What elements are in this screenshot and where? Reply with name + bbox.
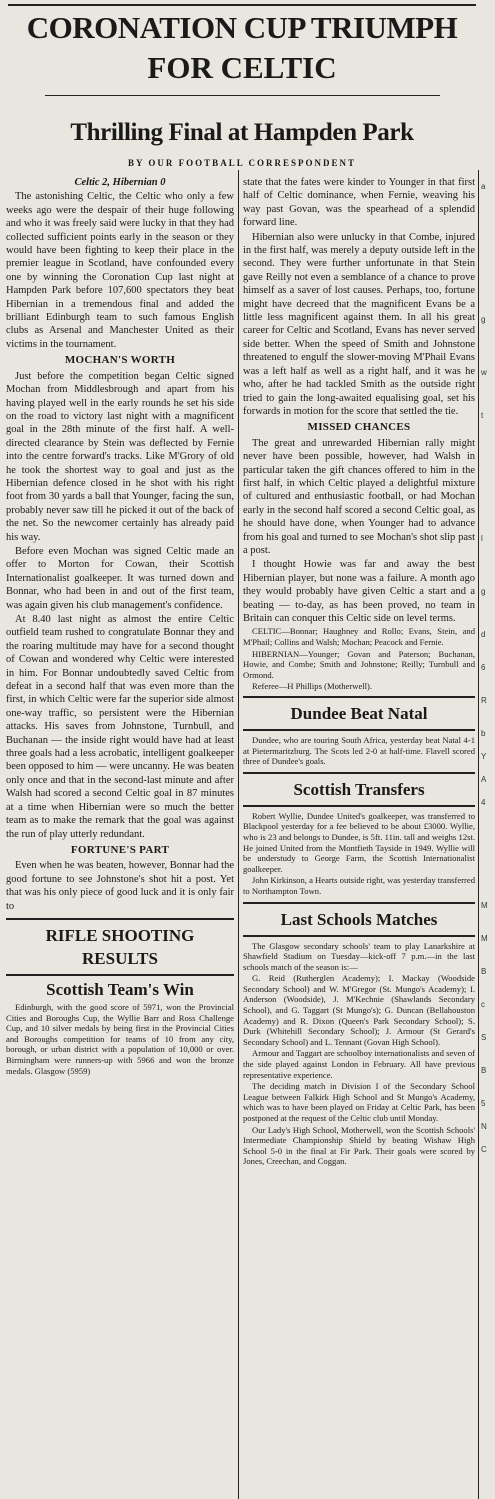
teams-celtic: CELTIC—Bonnar; Haughney and Rollo; Evans, Stein, and M'Phail; Collins and Walsh; Mochan; Peacock and Fernie.	[243, 626, 475, 647]
story-paragraph: The astonishing Celtic, the Celtic who only a few weeks ago were the despair of their huge following and who it was freely said were lucky in that they had collected sufficient points early in the season or they would have been fighting to keep their place in the premier league in Scotland, have confounded every one by winning the Coronation Cup last night at Hampden Park before 107,600 spectators they beat Hibernian in a tremendous final and added the brilliant Edinburgh team to such famous English clubs as Arsenal and Manchester United as their victims in the tournament.	[6, 191, 234, 350]
edge-fragment: M	[481, 901, 488, 910]
story-paragraph: The great and unrewarded Hibernian rally might never have been possible, however, had Walsh in particular taken the gift chances offered to him in the first half, in which Celtic played a delightful mixture of cultured and enthusiastic football, or had Mochan early in the second half scored a second Celtic goal, as he should have done, when Younger had to advance from his goal and turned to see Mochan's shot slip past a post.	[243, 437, 475, 556]
edge-fragment: R	[481, 696, 487, 705]
schools-story: The Glasgow secondary schools' team to play Lanarkshire at Shawfield Stadium on Tuesday—kick-off 7 p.m.—in the last schools match of the season is:—	[243, 940, 475, 972]
edge-fragment: w	[481, 368, 487, 377]
edge-fragment: B	[481, 967, 487, 976]
subhead-fortunes-part: FORTUNE'S PART	[70, 843, 170, 856]
right-column	[243, 176, 475, 1499]
schools-story: G. Reid (Rutherglen Academy); I. Mackay (Woodside Secondary School) and W. M'Gregor (St. Mungo's Academy); I. Anderson (Woodside), J. M'Kechnie (Shawlands Secondary School), and G. Taggart (St Mungo's); G. Duncan (Bellahouston Academy) and R. Dixon (Queen's Park Secondary School); S. Durk (Whitehill Secondary School); J. Armour (St Gerard's Secondary School) and L. Tennant (Govan High School).	[243, 973, 475, 1047]
transfers-story: John Kirkinson, a Hearts outside right, was yesterday transferred to Northampton Town.	[243, 875, 475, 896]
right-edge-rule	[478, 170, 479, 1499]
story-paragraph: I thought Howie was far and away the best Hibernian player, but none was a failure. A month ago they would probably have given Celtic a start and a beating — to-day, as has been proved, no team in Britain can conquer this Celtic side on level terms.	[243, 559, 475, 624]
transfers-story: Robert Wyllie, Dundee United's goalkeeper, was transferred to Blackpool yesterday for a fee believed to be about £3000. Wyllie, who is 23 and belongs to Dundee, is 5ft. 11in. tall and weighs 12st. He joined United from the Montfieth Tayside in 1949. Wyllie will be understudy to George Farm, the Scottish Internationalist goalkeeper.	[243, 810, 475, 874]
headline-line-2: FOR CELTIC	[147, 50, 337, 85]
story-paragraph: Hibernian also were unlucky in that Combe, injured in the first half, was merely a deputy outside left in the second. They were further unfortunate in that Stein gave Reilly not even a semblance of a chance to prove himself as a saver of lost causes. Perhaps, too, fortune might have decreed that the magnificent Evans be a little less magnificent against them. In all his great career for Celtic and Scotland, Evans has never served side better. When the speed of Smith and Johnstone threatened to engulf the slower-moving M'Phail Evans was a left half as well as a right half, and it was he who, after he had tackled Smith as the outside right tried to gain the long-awaited equalising goal, set his forwards in motion for the score that settled the tie.	[243, 231, 475, 417]
adjacent-column-fragments	[481, 0, 495, 1499]
teams-hibernian: HIBERNIAN—Younger; Govan and Paterson; Buchanan, Howie, and Combe; Smith and Johnstone; Reilly; Turnbull and Ormond.	[243, 648, 475, 680]
schools-story: Armour and Taggart are schoolboy internationalists and seven of the side played against London in February. All have previous representative experience.	[243, 1048, 475, 1080]
natal-box	[243, 696, 475, 731]
headline-rule	[45, 95, 440, 96]
edge-fragment: g	[481, 587, 486, 596]
column-divider	[238, 170, 239, 1499]
left-column	[6, 176, 234, 1499]
edge-fragment: 6	[481, 663, 486, 672]
story-paragraph: At 8.40 last night as almost the entire Celtic outfield team rushed to congratulate Bonnar they and the roaring multitude may have for a second thought of Cowan and wondered why Celtic were interested in him. For Bonnar undoubtedly saved Celtic from defeat in a second half that was even more than the first, in which Celtic were far the superior side almost one-way traffic, so persistent were the Hibernian attacks. His saves from Johnstone, Turnbull, and Buchanan — the inside right would have had at least three goals had a less acrobatic, intelligent goalkeeper been opposed to him — were uncanny. He was beaten only once and that in the second-last minute and after Walsh had scored a second Celtic goal in 87 minutes at a time when Hibernian were so much the better team as to make the remark that the goal was against the run of play utterly redundant.	[6, 614, 234, 840]
edge-fragment: l	[481, 534, 483, 543]
schools-title: Last Schools Matches	[280, 909, 438, 929]
story-paragraph: state that the fates were kinder to Younger in that first half of Celtic dominance, when Fernie, weaving his way past Govan, was the spearhead of a splendid forward line.	[243, 177, 475, 229]
transfers-title: Scottish Transfers	[293, 779, 425, 799]
edge-fragment: d	[481, 630, 486, 639]
story-paragraph: Before even Mochan was signed Celtic made an offer to Morton for Cowan, their Scottish Internationalist goalkeeper. It was turned down and Bonnar, who had been in and out of the first team, was again given his club management's confidence.	[6, 545, 234, 611]
edge-fragment: S	[481, 1033, 487, 1042]
rifle-subtitle: Scottish Team's Win	[46, 979, 194, 999]
rifle-shooting-box	[6, 918, 234, 976]
schools-box	[243, 902, 475, 937]
rifle-story: Edinburgh, with the good score of 5971, won the Provincial Cities and Boroughs Cup, the Wyllie Barr and Ross Challenge Cup, and 10 silver medals by being first in the Provincial Cities and Boroughs competition for teams of 10 from any city, borough, or urban district with a population of 10,000 or over. Birmingham were runners-up with 5966 and won the bronze medals. Glasgow (5959)	[6, 1001, 234, 1076]
story-paragraph: Just before the competition began Celtic signed Mochan from Middlesbrough and apart from his having played well in the early rounds he set his side on the road to victory last night with a magnificent goal in the 28th minute of the first half. A well-directed clearance by Stein was deflected by Fernie into the centre forward's tracks. Like M'Grory of old he took the shortest way to goal and just as the Hibernian defence closed in he shot with his right foot from 30 yards a ball that Younger, facing the sun, probably never saw till he picked it out of the back of the net. So the newcomer certainly has already paid his way.	[6, 370, 234, 543]
edge-fragment: b	[481, 729, 486, 738]
edge-fragment: A	[481, 775, 487, 784]
schools-story: The deciding match in Division I of the Secondary School League between Falkirk High School and St Mungo's Academy, which was to have been played on Friday at Celtic Park, has been postponed at the request of the Celtic club until Monday.	[243, 1081, 475, 1123]
edge-fragment: t	[481, 411, 484, 420]
rifle-title-line-2: RESULTS	[82, 948, 158, 968]
schools-story: Our Lady's High School, Motherwell, won the Scottish Schools' Intermediate Championship Shield by beating Wishaw High School 5-0 in the final at Fir Park. Their goals were scored by Jones, Creechan, and Coggan.	[243, 1124, 475, 1167]
edge-fragment: N	[481, 1122, 487, 1131]
edge-fragment: a	[481, 182, 486, 191]
edge-fragment: c	[481, 1000, 485, 1009]
edge-fragment: B	[481, 1066, 487, 1075]
edge-fragment: M	[481, 934, 488, 943]
edge-fragment: g	[481, 315, 486, 324]
byline: BY OUR FOOTBALL CORRESPONDENT	[128, 158, 356, 168]
edge-fragment: C	[481, 1145, 487, 1154]
match-score: Celtic 2, Hibernian 0	[74, 177, 166, 188]
story-paragraph: Even when he was beaten, however, Bonnar had the good fortune to see Johnstone's shot hit a post. Yet that was his only piece of good luck and it is only fair to	[6, 860, 234, 912]
subhead-missed-chances: MISSED CHANCES	[307, 421, 411, 434]
subhead-mochans-worth: MOCHAN'S WORTH	[64, 354, 176, 367]
top-rule	[8, 4, 476, 6]
edge-fragment: Y	[481, 752, 487, 761]
edge-fragment: 5	[481, 1099, 486, 1108]
headline-line-1: CORONATION CUP TRIUMPH	[26, 10, 458, 45]
edge-fragment: 4	[481, 798, 486, 807]
natal-story: Dundee, who are touring South Africa, yesterday beat Natal 4-1 at Pietermaritzburg. The Scots led 2-0 at half-time. Flavell scored three of Dundee's goals.	[243, 734, 475, 767]
subheadline: Thrilling Final at Hampden Park	[70, 119, 414, 146]
natal-title: Dundee Beat Natal	[290, 703, 428, 723]
rifle-title-line-1: RIFLE SHOOTING	[45, 925, 195, 945]
transfers-box	[243, 772, 475, 807]
referee: Referee—H Phillips (Motherwell).	[252, 681, 373, 692]
